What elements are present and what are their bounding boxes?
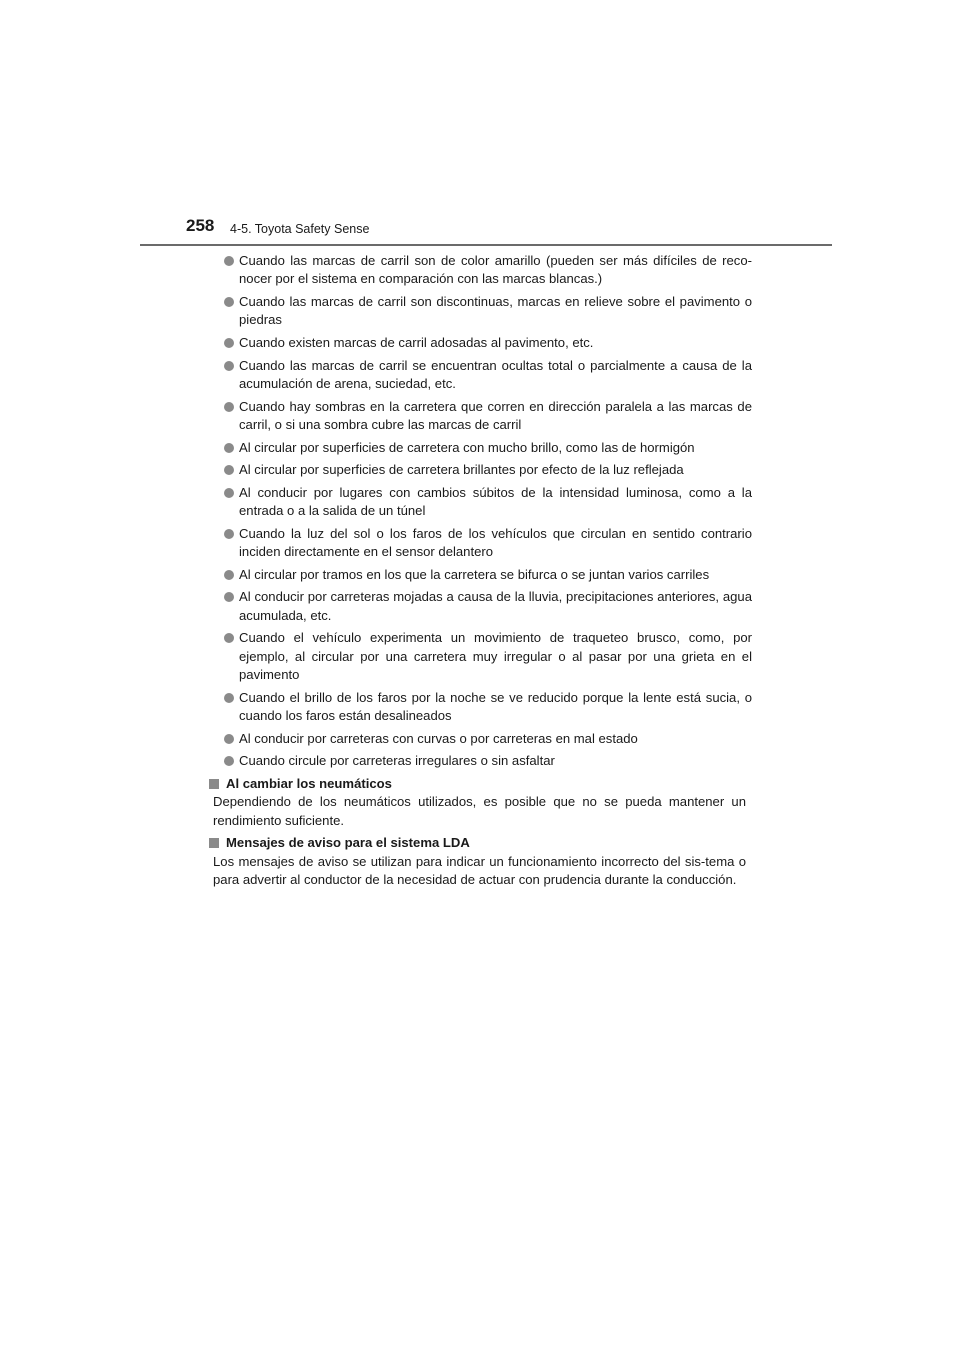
bullet-item: [222, 439, 752, 457]
bullet-dot-icon: [224, 488, 234, 498]
bullet-item: [222, 566, 752, 584]
section-title: 4-5. Toyota Safety Sense: [230, 222, 370, 236]
section-heading-text: Al cambiar los neumáticos: [226, 775, 392, 791]
bullet-dot-icon: [224, 592, 234, 602]
section-tires: [209, 775, 752, 830]
bullet-dot-icon: [224, 734, 234, 744]
bullet-dot-icon: [224, 633, 234, 643]
bullet-text: Cuando las marcas de carril se encuentran ocultas total o parcialmente a causa de la acumulación de arena, suciedad, etc.: [239, 357, 752, 391]
bullet-text: Cuando circule por carreteras irregulares o sin asfaltar: [239, 753, 555, 769]
bullet-item: [222, 293, 752, 330]
bullet-item: [222, 357, 752, 394]
bullet-dot-icon: [224, 443, 234, 453]
bullet-text: Cuando la luz del sol o los faros de los vehículos que circulan en sentido contrario inciden directamente en el sensor delantero: [239, 525, 752, 560]
section-body: Dependiendo de los neumáticos utilizados, es posible que no se pueda mantener un rendimiento suficiente.: [213, 794, 746, 828]
bullet-dot-icon: [224, 402, 234, 412]
section-heading: [209, 834, 752, 852]
bullet-text: Al conducir por lugares con cambios súbitos de la intensidad luminosa, como a la entrada o a la salida de un túnel: [239, 484, 752, 519]
bullet-list: [222, 252, 752, 771]
bullet-item: [222, 461, 752, 479]
bullet-item: [222, 730, 752, 748]
bullet-text: Al conducir por carreteras con curvas o por carreteras en mal estado: [239, 730, 638, 746]
bullet-dot-icon: [224, 570, 234, 580]
section-body: Los mensajes de aviso se utilizan para indicar un funcionamiento incorrecto del sis-tema o para advertir al conductor de la necesidad de actuar con prudencia durante la conducción.: [213, 853, 746, 888]
bullet-item: [222, 334, 752, 352]
page-number: 258: [186, 216, 215, 235]
bullet-item: [222, 398, 752, 435]
bullet-dot-icon: [224, 465, 234, 475]
bullet-text: Al conducir por carreteras mojadas a causa de la lluvia, precipitaciones anteriores, agua acumulada, etc.: [239, 589, 752, 623]
bullet-dot-icon: [224, 338, 234, 348]
bullet-dot-icon: [224, 693, 234, 703]
section-lda-warnings: [209, 834, 752, 889]
page-header: [186, 214, 836, 244]
bullet-text: Al circular por superficies de carretera brillantes por efecto de la luz reflejada: [239, 462, 684, 478]
section-heading-text: Mensajes de aviso para el sistema LDA: [226, 835, 470, 851]
bullet-dot-icon: [224, 256, 234, 266]
bullet-item: [222, 588, 752, 625]
bullet-text: Cuando existen marcas de carril adosadas al pavimento, etc.: [239, 335, 594, 350]
bullet-dot-icon: [224, 756, 234, 766]
square-marker-icon: [209, 838, 219, 848]
bullet-text: Cuando el brillo de los faros por la noche se ve reducido porque la lente está sucia, o cuando los faros están desalineados: [239, 689, 752, 724]
bullet-item: [222, 689, 752, 726]
section-heading: [209, 775, 752, 793]
bullet-dot-icon: [224, 297, 234, 307]
bullet-text: Cuando las marcas de carril son discontinuas, marcas en relieve sobre el pavimento o piedras: [239, 294, 752, 328]
bullet-item: [222, 484, 752, 521]
bullet-dot-icon: [224, 361, 234, 371]
page-content: [213, 252, 752, 894]
square-marker-icon: [209, 779, 219, 789]
bullet-item: [222, 525, 752, 562]
bullet-text: Cuando el vehículo experimenta un movimiento de traqueteo brusco, como, por ejemplo, al circular por una carretera muy irregular o al pasar por una grieta en el pavimento: [239, 630, 752, 683]
bullet-item: [222, 629, 752, 684]
header-divider: [140, 244, 832, 246]
bullet-text: Al circular por superficies de carretera con mucho brillo, como las de hormigón: [239, 439, 695, 455]
bullet-item: [222, 252, 752, 289]
bullet-item: [222, 752, 752, 770]
bullet-text: Cuando las marcas de carril son de color amarillo (pueden ser más difíciles de reco-nocer por el sistema en comparación con las marcas blancas.): [239, 253, 752, 287]
bullet-text: Al circular por tramos en los que la carretera se bifurca o se juntan varios carriles: [239, 566, 710, 582]
bullet-text: Cuando hay sombras en la carretera que corren en dirección paralela a las marcas de carril, o si una sombra cubre las marcas de carril: [239, 398, 752, 432]
bullet-dot-icon: [224, 529, 234, 539]
